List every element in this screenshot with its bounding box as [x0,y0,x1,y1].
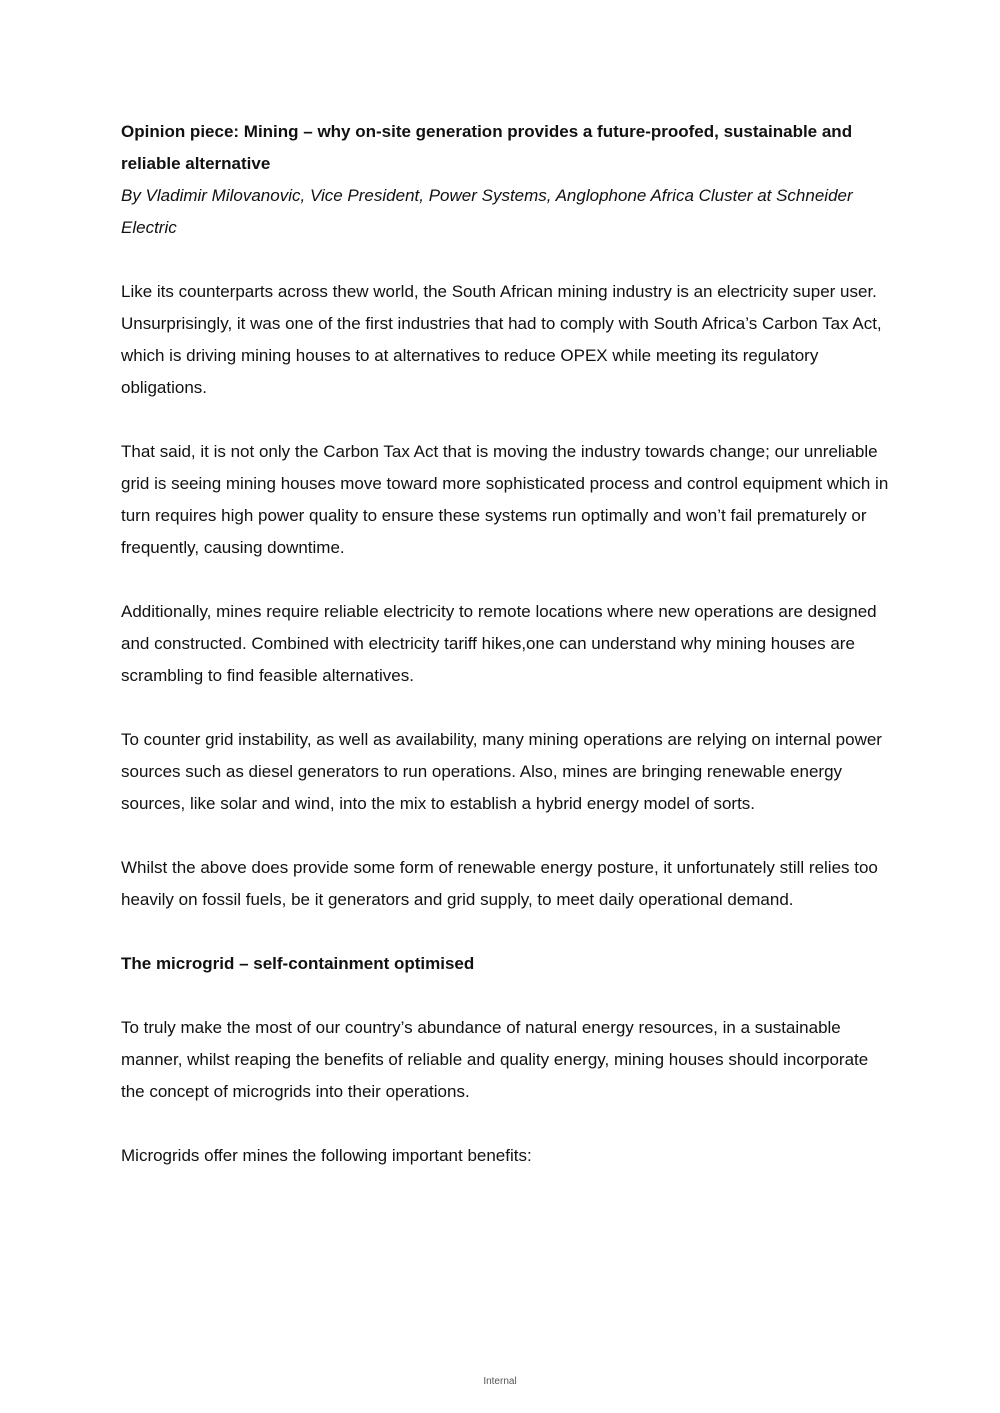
document-page [121,116,891,1204]
paragraph-6: To truly make the most of our country’s abundance of natural energy resources, in a sustainable manner, whilst reaping the benefits of reliable and quality energy, mining houses should incorporate the concept of microgrids into their operations. [121,1018,869,1101]
article-byline: By Vladimir Milovanovic, Vice President, Power Systems, Anglophone Africa Cluster at Schneider Electric [121,186,853,237]
page-footer: Internal [483,1376,517,1387]
section-heading: The microgrid – self-containment optimised [121,954,475,973]
article-title: Opinion piece: Mining – why on-site generation provides a future-proofed, sustainable and reliable alternative [121,122,853,173]
paragraph-4: To counter grid instability, as well as availability, many mining operations are relying on internal power sources such as diesel generators to run operations. Also, mines are bringing renewable energy sources, like solar and wind, into the mix to establish a hybrid energy model of sorts. [121,730,882,813]
paragraph-5: Whilst the above does provide some form of renewable energy posture, it unfortunately still relies too heavily on fossil fuels, be it generators and grid supply, to meet daily operational demand. [121,858,878,909]
paragraph-7: Microgrids offer mines the following important benefits: [121,1146,532,1165]
paragraph-2: That said, it is not only the Carbon Tax Act that is moving the industry towards change; our unreliable grid is seeing mining houses move toward more sophisticated process and control equipment which in turn requires high power quality to ensure these systems run optimally and won’t fail prematurely or frequently, causing downtime. [121,442,889,557]
paragraph-1: Like its counterparts across thew world, the South African mining industry is an electricity super user. Unsurprisingly, it was one of the first industries that had to comply with South Africa’s Carbon Tax Act, which is driving mining houses to at alternatives to reduce OPEX while meeting its regulatory obligations. [121,282,882,397]
paragraph-3: Additionally, mines require reliable electricity to remote locations where new operations are designed and constructed. Combined with electricity tariff hikes,one can understand why mining houses are scrambling to find feasible alternatives. [121,602,877,685]
